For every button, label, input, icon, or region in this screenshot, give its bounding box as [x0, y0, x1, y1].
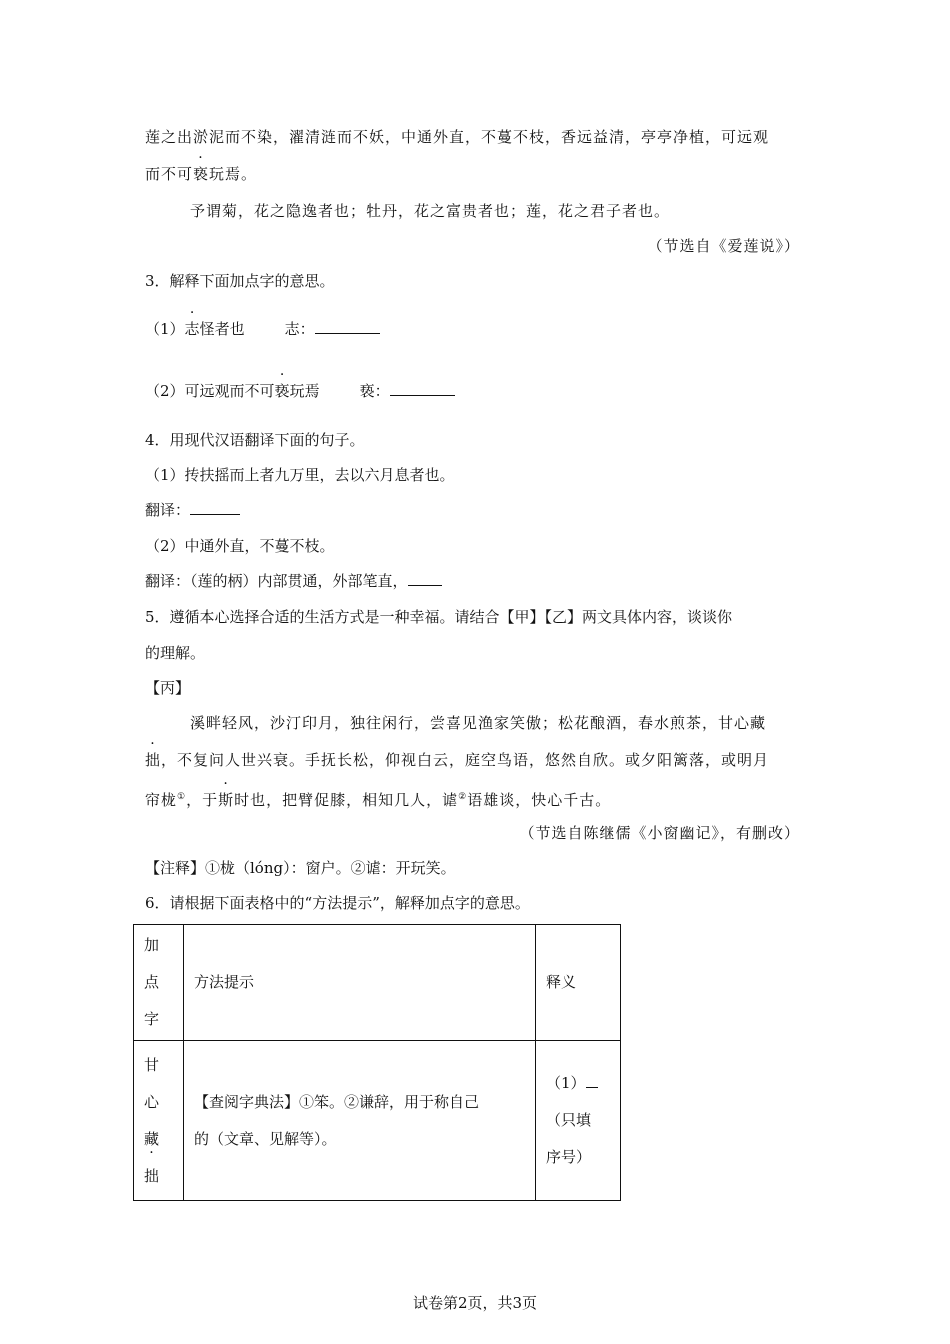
text-segment: （1）: [546, 1074, 586, 1092]
dotted-char: 亵: [193, 165, 210, 183]
passage-line: [145, 786, 611, 811]
answer-blank[interactable]: [315, 319, 380, 334]
question-4-translation-2: [145, 570, 442, 592]
passage-source: （节选自陈继儒《小窗幽记》，有删改）: [519, 824, 800, 842]
question-3-item-2: [145, 380, 455, 402]
passage-line: 予谓菊，花之隐逸者也；牡丹，花之富贵者也；莲，花之君子者也。: [190, 202, 671, 220]
answer-label: 志：: [284, 320, 315, 338]
passage-line: [145, 749, 769, 771]
text-segment: ，于: [186, 791, 219, 809]
table-cell-word: [134, 1041, 184, 1201]
answer-line: 序号）: [546, 1148, 592, 1166]
question-4-translation-1: [145, 499, 240, 521]
word-char: 甘: [144, 1055, 160, 1074]
dotted-char: 志: [184, 320, 200, 338]
answer-line: [546, 1065, 610, 1102]
header-char: 点: [144, 973, 160, 991]
text-segment: （2）可远观而不可: [145, 382, 275, 400]
text-segment: 时也，把臂促膝，相知几人，谑: [234, 791, 459, 809]
question-4-item-2: （2）中通外直，不蔓不枝。: [145, 537, 335, 555]
answer-blank[interactable]: [408, 571, 442, 586]
dotted-char: 亵: [274, 382, 290, 400]
footnote-marker: ①: [177, 792, 187, 802]
text-segment: （1）: [145, 320, 185, 338]
question-3-item-1: [145, 318, 380, 340]
question-5-line: 的理解。: [145, 644, 206, 662]
answer-label: 翻译：: [145, 501, 191, 519]
word-char: 心: [144, 1092, 160, 1111]
table-header-cell: 释义: [536, 925, 621, 1041]
passage-bing-heading: 【丙】: [145, 679, 191, 697]
answer-blank[interactable]: [390, 381, 455, 396]
table-row: [134, 1041, 621, 1201]
table-header-row: [134, 925, 621, 1041]
table-cell-hint: [184, 1041, 536, 1201]
text-segment: 语雄谈，快心千古。: [467, 791, 612, 809]
table-cell-answer: [536, 1041, 621, 1201]
text-segment: 玩焉: [289, 382, 320, 400]
answer-label: 亵：: [359, 382, 390, 400]
answer-line: （只填: [546, 1111, 592, 1129]
answer-blank[interactable]: [190, 500, 240, 515]
dotted-char: 拙: [145, 751, 162, 769]
passage-notes: 【注释】①栊（lóng）：窗户。②谑：开玩笑。: [145, 859, 456, 877]
passage-source: （节选自《爱莲说》）: [647, 237, 800, 255]
passage-line: 莲之出淤泥而不染，濯清涟而不妖，中通外直，不蔓不枝，香远益清，亭亭净植，可远观: [145, 128, 770, 146]
table-header-cell: 方法提示: [184, 925, 536, 1041]
question-5-line: 5．遵循本心选择合适的生活方式是一种幸福。请结合【甲】【乙】两文具体内容，谈谈你: [145, 608, 733, 626]
answer-blank[interactable]: [586, 1073, 598, 1088]
question-4-title: 4．用现代汉语翻译下面的句子。: [145, 431, 365, 449]
text-segment: 而不可: [145, 165, 194, 183]
method-table: [133, 924, 621, 1201]
question-6-title: 6．请根据下面表格中的“方法提示”，解释加点字的意思。: [145, 894, 530, 912]
question-4-item-1: （1）抟扶摇而上者九万里，去以六月息者也。: [145, 466, 455, 484]
answer-label: 翻译：（莲的柄）内部贯通，外部笔直，: [145, 572, 408, 590]
dotted-char: 拙: [144, 1166, 160, 1185]
dotted-char: 斯: [218, 791, 235, 809]
header-char: 字: [144, 1010, 160, 1028]
table-header-cell: [134, 925, 184, 1041]
page-footer: 试卷第2页，共3页: [412, 1294, 538, 1312]
hint-line: 【查阅字典法】①笨。②谦辞，用于称自己: [194, 1092, 480, 1111]
text-segment: ，不复问人世兴衰。手抚长松，仰视白云，庭空鸟语，悠然自欣。或夕阳篱落，或明月: [161, 751, 770, 769]
passage-line: 溪畔轻风，沙汀印月，独往闲行，尝喜见渔家笑傲；松花酿酒，春水煎茶，甘心藏: [190, 714, 767, 732]
text-segment: 怪者也: [199, 320, 245, 338]
header-char: 加: [144, 936, 160, 954]
text-segment: 帘栊: [145, 791, 178, 809]
text-segment: 玩焉。: [209, 165, 258, 183]
passage-line: [145, 163, 257, 185]
hint-line: 的（文章、见解等）。: [194, 1129, 337, 1148]
footnote-marker: ②: [458, 792, 468, 802]
question-3-title: 3．解释下面加点字的意思。: [145, 272, 335, 290]
word-char: 藏: [144, 1129, 160, 1148]
